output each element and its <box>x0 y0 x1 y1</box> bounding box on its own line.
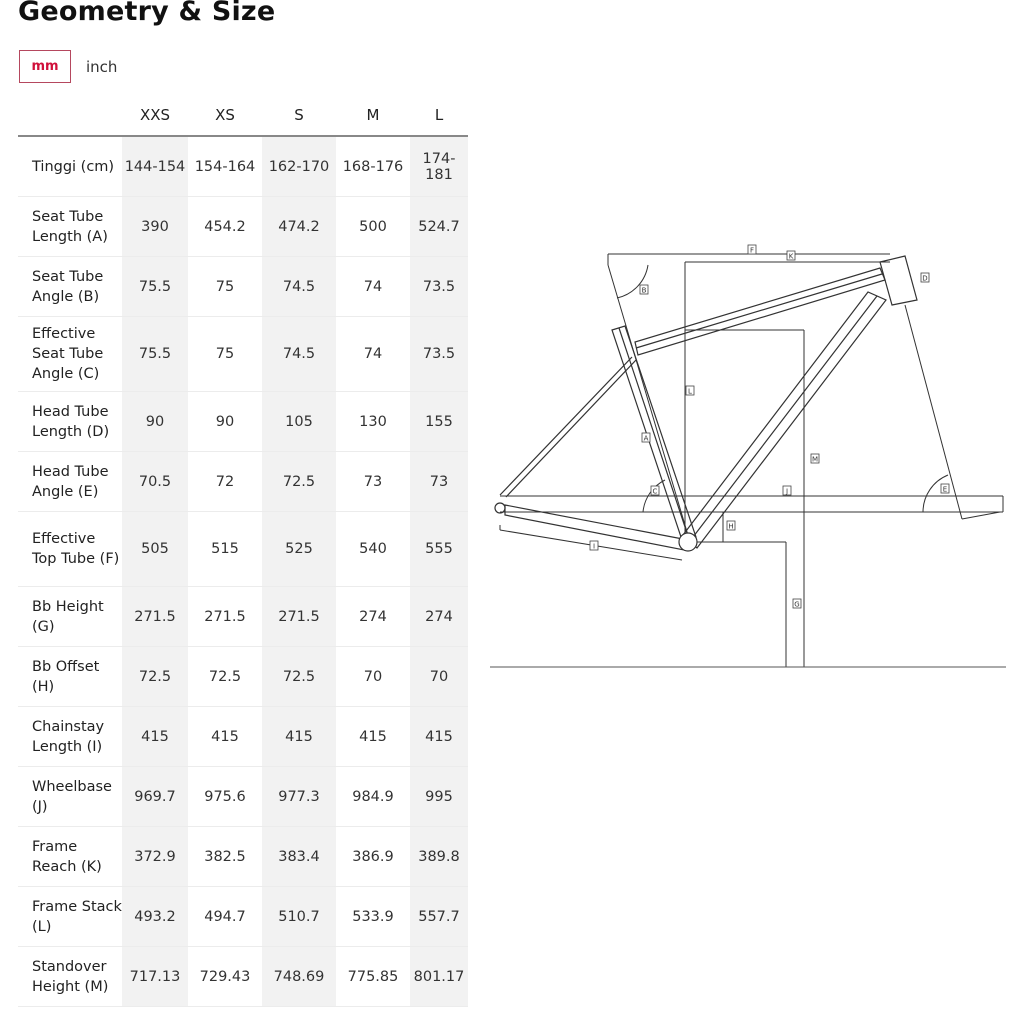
value-cell: 74 <box>336 317 410 392</box>
value-cell: 73 <box>410 452 468 512</box>
value-cell: 70 <box>336 647 410 707</box>
size-header-l: L <box>410 95 468 136</box>
row-label: Chainstay Length (I) <box>18 707 122 767</box>
value-cell: 995 <box>410 767 468 827</box>
row-label: Bb Offset (H) <box>18 647 122 707</box>
value-cell: 494.7 <box>188 887 262 947</box>
label-letter: F <box>749 246 755 255</box>
bike-frame <box>495 256 917 551</box>
value-cell: 415 <box>188 707 262 767</box>
value-cell: 510.7 <box>262 887 336 947</box>
row-label: Frame Reach (K) <box>18 827 122 887</box>
row-label: Tinggi (cm) <box>18 136 122 197</box>
value-cell: 105 <box>262 392 336 452</box>
value-cell: 162-170 <box>262 136 336 197</box>
value-cell: 415 <box>262 707 336 767</box>
value-cell: 748.69 <box>262 947 336 1007</box>
value-cell: 130 <box>336 392 410 452</box>
size-header-m: M <box>336 95 410 136</box>
label-letter: B <box>641 286 647 295</box>
value-cell: 274 <box>410 587 468 647</box>
value-cell: 144-154 <box>122 136 188 197</box>
row-label: Bb Height (G) <box>18 587 122 647</box>
value-cell: 274 <box>336 587 410 647</box>
value-cell: 415 <box>122 707 188 767</box>
value-cell: 505 <box>122 512 188 587</box>
value-cell: 72.5 <box>122 647 188 707</box>
value-cell: 540 <box>336 512 410 587</box>
value-cell: 70 <box>410 647 468 707</box>
value-cell: 729.43 <box>188 947 262 1007</box>
value-cell: 524.7 <box>410 197 468 257</box>
row-label: Effective Top Tube (F) <box>18 512 122 587</box>
seat-angle-line <box>608 265 690 542</box>
row-label: Standover Height (M) <box>18 947 122 1007</box>
value-cell: 415 <box>336 707 410 767</box>
label-letter: K <box>788 252 794 261</box>
value-cell: 90 <box>122 392 188 452</box>
value-cell: 72.5 <box>188 647 262 707</box>
label-letter: L <box>688 387 692 396</box>
value-cell: 555 <box>410 512 468 587</box>
value-cell: 493.2 <box>122 887 188 947</box>
dimension-label-m <box>811 454 819 464</box>
label-letter: E <box>942 485 948 494</box>
value-cell: 74.5 <box>262 257 336 317</box>
value-cell: 73 <box>336 452 410 512</box>
label-letter: M <box>811 455 819 464</box>
label-letter: I <box>592 542 596 551</box>
value-cell: 775.85 <box>336 947 410 1007</box>
value-cell: 557.7 <box>410 887 468 947</box>
value-cell: 75 <box>188 317 262 392</box>
value-cell: 72.5 <box>262 452 336 512</box>
dimension-label-j <box>783 486 791 496</box>
label-letter: C <box>652 487 658 496</box>
top-tube <box>635 268 885 355</box>
value-cell: 75.5 <box>122 257 188 317</box>
label-letter: H <box>728 522 734 531</box>
value-cell: 383.4 <box>262 827 336 887</box>
row-label: Head Tube Length (D) <box>18 392 122 452</box>
value-cell: 969.7 <box>122 767 188 827</box>
row-label: Effective Seat Tube Angle (C) <box>18 317 122 392</box>
row-label: Seat Tube Length (A) <box>18 197 122 257</box>
value-cell: 382.5 <box>188 827 262 887</box>
row-label: Seat Tube Angle (B) <box>18 257 122 317</box>
value-cell: 977.3 <box>262 767 336 827</box>
value-cell: 72 <box>188 452 262 512</box>
row-label: Head Tube Angle (E) <box>18 452 122 512</box>
dimension-label-i <box>590 541 598 551</box>
value-cell: 154-164 <box>188 136 262 197</box>
value-cell: 386.9 <box>336 827 410 887</box>
value-cell: 525 <box>262 512 336 587</box>
dimension-label-l <box>686 386 694 396</box>
dimension-label-c <box>651 486 659 496</box>
dimension-label-e <box>941 484 949 494</box>
value-cell: 717.13 <box>122 947 188 1007</box>
value-cell: 72.5 <box>262 647 336 707</box>
label-letter: D <box>922 274 928 283</box>
value-cell: 390 <box>122 197 188 257</box>
row-label: Wheelbase (J) <box>18 767 122 827</box>
value-cell: 415 <box>410 707 468 767</box>
dimension-label-k <box>787 251 795 261</box>
dimension-label-h <box>727 521 735 531</box>
value-cell: 74 <box>336 257 410 317</box>
size-header-xs: XS <box>188 95 262 136</box>
size-header-s: S <box>262 95 336 136</box>
label-letter: A <box>643 434 649 443</box>
dimension-label-d <box>921 273 929 283</box>
bottom-bracket <box>679 533 697 551</box>
value-cell: 533.9 <box>336 887 410 947</box>
head-angle-arc <box>923 475 948 512</box>
value-cell: 372.9 <box>122 827 188 887</box>
head-angle-line <box>905 305 962 519</box>
value-cell: 168-176 <box>336 136 410 197</box>
value-cell: 984.9 <box>336 767 410 827</box>
page-title: Geometry & Size <box>18 0 276 27</box>
value-cell: 271.5 <box>122 587 188 647</box>
value-cell: 73.5 <box>410 317 468 392</box>
value-cell: 454.2 <box>188 197 262 257</box>
value-cell: 70.5 <box>122 452 188 512</box>
value-cell: 801.17 <box>410 947 468 1007</box>
value-cell: 74.5 <box>262 317 336 392</box>
value-cell: 500 <box>336 197 410 257</box>
value-cell: 90 <box>188 392 262 452</box>
label-letter: G <box>794 600 800 609</box>
dimension-label-a <box>642 433 650 443</box>
dim-tick <box>962 512 1000 519</box>
row-label: Frame Stack (L) <box>18 887 122 947</box>
value-cell: 271.5 <box>262 587 336 647</box>
head-tube <box>880 256 917 305</box>
value-cell: 474.2 <box>262 197 336 257</box>
value-cell: 75.5 <box>122 317 188 392</box>
value-cell: 174-181 <box>410 136 468 197</box>
value-cell: 75 <box>188 257 262 317</box>
size-header-xxs: XXS <box>122 95 188 136</box>
unit-inch-button[interactable]: inch <box>86 57 118 76</box>
value-cell: 975.6 <box>188 767 262 827</box>
value-cell: 73.5 <box>410 257 468 317</box>
value-cell: 515 <box>188 512 262 587</box>
dimension-label-g <box>793 599 801 609</box>
seat-stay <box>500 357 632 495</box>
dimension-label-f <box>748 245 756 255</box>
value-cell: 155 <box>410 392 468 452</box>
label-letter: J <box>785 487 789 496</box>
dimension-label-b <box>640 285 648 295</box>
value-cell: 271.5 <box>188 587 262 647</box>
unit-mm-button[interactable]: mm <box>19 50 71 83</box>
value-cell: 389.8 <box>410 827 468 887</box>
